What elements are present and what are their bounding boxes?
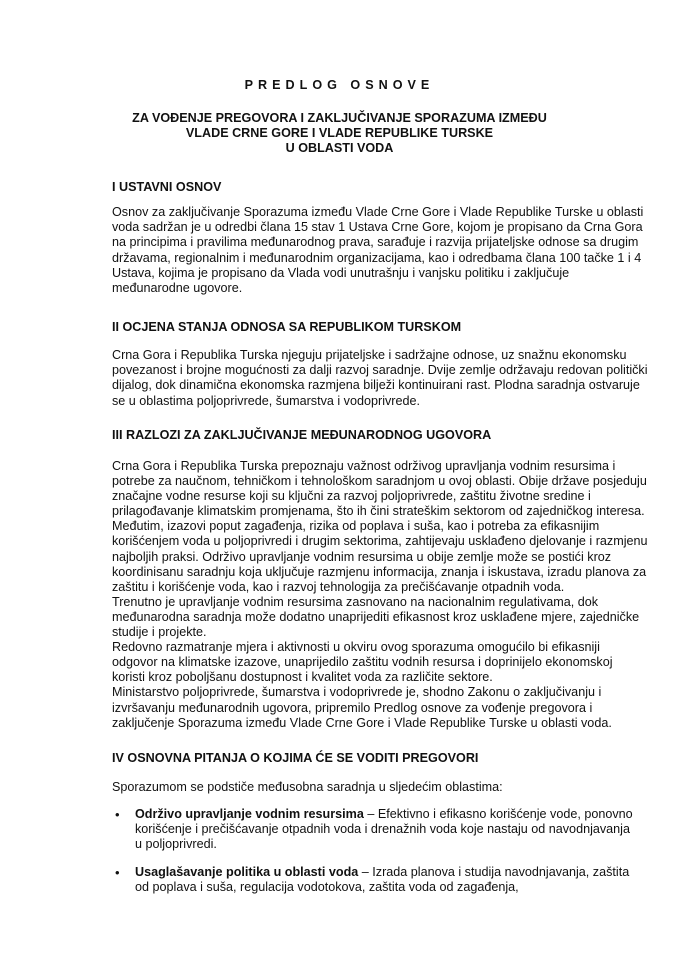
text-line: se u oblastima poljoprivrede, šumarstva i vodoprivrede. [112,393,420,408]
text-line: međunarodna saradnja može dodatno unaprijediti efikasnost kroz usklađene mjere, zajedničke [112,609,640,624]
text-line: zaštitu i korišćenje voda, kao i razvoj tehnologija za prečišćavanje otpadnih voda. [112,579,565,594]
text-line: izvršavanju međunarodnih ugovora, pripremilo Predlog osnove za vođenje pregovora i [112,700,593,715]
bullet-text: korišćenje i prečišćavanje otpadnih voda i drenažnih voda koje nastaju od navodnjavanja [135,822,630,837]
text-line: voda sadržan je u odredbi člana 15 stav 1 Ustava Crne Gore, kojom je propisano da Crna Gora [112,220,643,235]
text-line: Osnov za zaključivanje Sporazuma između Vlade Crne Gore i Vlade Republike Turske u oblasti [112,205,644,219]
text-line: prilagođavanje klimatskim promjenama, što ih čini strateškim sektorom od zajedničkog interesa. [112,504,645,519]
text-line: Sporazumom se podstiče međusobna saradnja u sljedećim oblastima: [112,780,503,794]
bullet-text: od poplava i suša, regulacija vodotokova, zaštita voda od zagađenja, [135,880,519,895]
section-paragraph [112,205,644,296]
text-line: koordinisanu saradnju koja uključuje razmjenu informacija, znanja i iskustava, izradu planova za [112,564,647,579]
text-line: povezanost i brojne mogućnosti za dalji razvoj saradnje. Dvije zemlje održavaju redovan politički [112,363,648,378]
bullet-text: u poljoprivredi. [135,837,217,852]
bullet-text: – Efektivno i efikasno korišćenje vode, ponovno [363,807,633,821]
text-line: odgovor na klimatske izazove, unaprijedilo zaštitu vodnih resursa i doprinijelo ekonomskoj [112,655,613,670]
section-heading: IV OSNOVNA PITANJA O KOJIMA ĆE SE VODITI PREGOVORI [112,751,479,765]
subtitle-line: ZA VOĐENJE PREGOVORA I ZAKLJUČIVANJE SPORAZUMA IZMEĐU [132,111,547,125]
text-line: dijalog, dok dinamična ekonomska razmjena bilježi kontinuirani rast. Plodna saradnja ostvaruje [112,378,640,393]
text-line: Redovno razmatranje mjera i aktivnosti u okviru ovog sporazuma omogućilo bi efikasniji [112,640,600,655]
subtitle-line: VLADE CRNE GORE I VLADE REPUBLIKE TURSKE [185,126,494,141]
section-paragraph [112,459,648,731]
text-line: Trenutno je upravljanje vodnim resursima zasnovano na nacionalnim regulativama, dok [112,594,599,609]
text-line: Crna Gora i Republika Turska prepoznaju važnost održivog upravljanja vodnim resursima i [112,459,616,473]
text-line: državama, regionalnim i međunarodnim organizacijama, kao i odredbama člana 100 tačke 1 i 4 [112,250,642,265]
bullet-icon: • [115,807,120,822]
text-line: korišćenjem voda u poljoprivredi i drugim sektorima, zahtijevaju usklađeno djelovanje i razmjenu [112,534,648,549]
bullet-text: – Izrada planova i studija navodnjavanja, zaštita [358,865,630,879]
section-heading: III RAZLOZI ZA ZAKLJUČIVANJE MEĐUNARODNOG UGOVORA [112,428,492,442]
bullet-item [115,807,633,853]
text-line: zaključenje Sporazuma između Vlade Crne Gore i Vlade Republike Turske u oblasti voda. [112,715,612,730]
text-line: na principima i pravilima međunarodnog prava, sarađuje i razvija prijateljske odnose sa drugim [112,235,639,250]
bullet-title: Održivo upravljanje vodnim resursima [135,807,364,821]
text-line: značajne vodne resurse koji su ključni za razvoj poljoprivrede, zaštitu životne sredine i [112,489,591,504]
section-paragraph [112,348,648,409]
bullet-title: Usaglašavanje politika u oblasti voda [135,865,359,879]
document-title: PREDLOG OSNOVE [244,78,435,92]
document-subtitle [0,111,679,157]
text-line: koristi kroz poboljšanu dostupnost i kvalitet voda za različite sektore. [112,670,493,685]
text-line: međunarodne ugovore. [112,281,243,296]
text-line: Crna Gora i Republika Turska njeguju prijateljske i sadržajne odnose, uz snažnu ekonomsku [112,348,627,362]
text-line: Ustava, kojima je propisano da Vlada vodi unutrašnju i vanjsku politiku i zaključuje [112,265,570,280]
section-paragraph [112,780,592,795]
subtitle-line: U OBLASTI VODA [285,141,394,156]
text-line: potrebe za naučnom, tehničkom i tehnološkom saradnjom u ovoj oblasti. Obije države posjeduju [112,474,647,489]
section-heading: I USTAVNI OSNOV [112,180,222,194]
text-line: Ministarstvo poljoprivrede, šumarstva i vodoprivrede je, shodno Zakonu o zaključivanju i [112,685,602,700]
text-line: najboljih praksi. Održivo upravljanje vodnim resursima u obije zemlje može se postići kroz [112,549,612,564]
text-line: studije i projekte. [112,625,207,640]
bullet-item [115,865,630,895]
text-line: Međutim, izazovi poput zagađenja, rizika od poplava i suša, kao i potreba za efikasnijim [112,519,600,534]
bullet-icon: • [115,865,120,880]
section-heading: II OCJENA STANJA ODNOSA SA REPUBLIKOM TURSKOM [112,320,462,334]
